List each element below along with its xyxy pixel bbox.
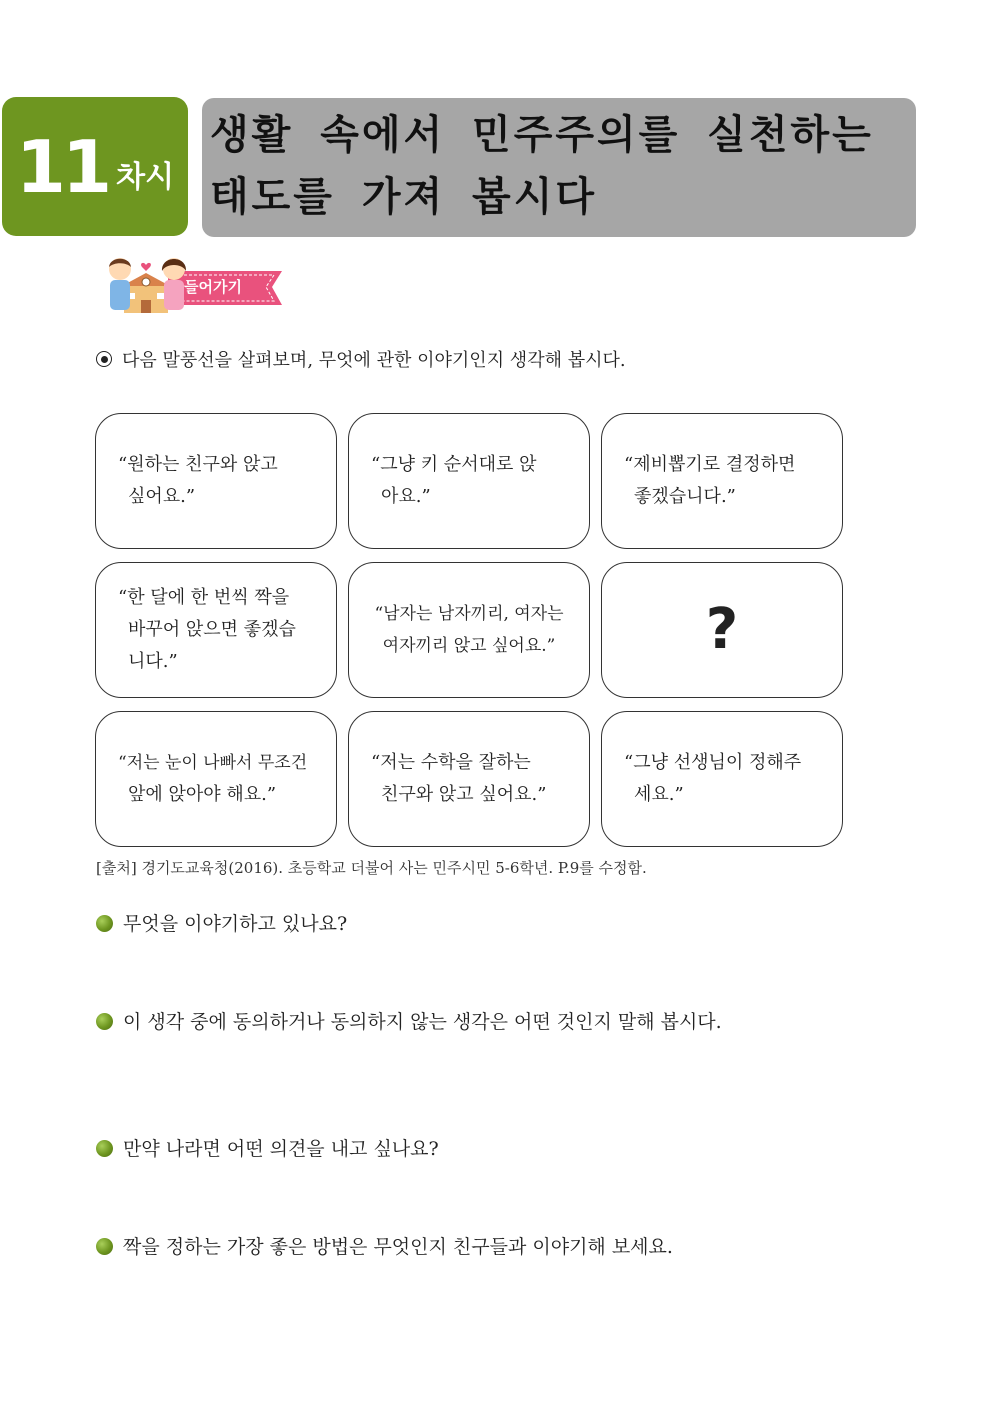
intro-label: 들어가기 xyxy=(184,278,242,296)
card-line: 아요.” xyxy=(381,486,431,507)
question-text: 무엇을 이야기하고 있나요? xyxy=(123,913,348,935)
card-line: 여자끼리 앉고 싶어요.” xyxy=(382,636,556,656)
title-line-1: 생활 속에서 민주주의를 실천하는 xyxy=(210,112,874,158)
question-item xyxy=(96,1007,722,1034)
title-line-2: 태도를 가져 봅시다 xyxy=(210,174,597,220)
question-card xyxy=(601,562,843,698)
green-bullet-icon xyxy=(96,1140,113,1157)
card-line: “저는 수학을 잘하는 xyxy=(371,752,531,773)
speech-card xyxy=(601,413,843,549)
card-line: “한 달에 한 번씩 짝을 xyxy=(118,587,290,608)
speech-card xyxy=(95,711,337,847)
speech-card xyxy=(95,562,337,698)
card-line: 친구와 앉고 싶어요.” xyxy=(381,784,547,805)
target-bullet-icon xyxy=(96,351,112,367)
card-line: “제비뽑기로 결정하면 xyxy=(624,454,796,475)
speech-card xyxy=(348,562,590,698)
card-line: “그냥 선생님이 정해주 xyxy=(624,752,802,773)
speech-card xyxy=(601,711,843,847)
instruction-text: 다음 말풍선을 살펴보며, 무엇에 관한 이야기인지 생각해 봅시다. xyxy=(122,350,626,371)
green-bullet-icon xyxy=(96,915,113,932)
lesson-unit: 차시 xyxy=(116,159,175,195)
green-bullet-icon xyxy=(96,1238,113,1255)
card-line: “그냥 키 순서대로 앉 xyxy=(371,454,537,475)
card-line: “저는 눈이 나빠서 무조건 xyxy=(118,753,308,773)
card-line: “원하는 친구와 앉고 xyxy=(118,454,278,475)
card-line: 니다.” xyxy=(128,651,178,672)
card-line: 싶어요.” xyxy=(128,486,196,507)
speech-card xyxy=(348,413,590,549)
question-item xyxy=(96,909,347,936)
question-text: 짝을 정하는 가장 좋은 방법은 무엇인지 친구들과 이야기해 보세요. xyxy=(123,1236,673,1258)
card-line: 바꾸어 앉으면 좋겠습 xyxy=(128,619,296,640)
instruction xyxy=(96,346,626,372)
source-citation: [출처] 경기도교육청(2016). 초등학교 더불어 사는 민주시민 5-6학년. P.9를 수정함. xyxy=(96,859,647,877)
question-text: 만약 나라면 어떤 의견을 내고 싶나요? xyxy=(123,1138,439,1160)
card-line: “남자는 남자끼리, 여자는 xyxy=(374,604,564,624)
question-item xyxy=(96,1232,673,1259)
question-text: 이 생각 중에 동의하거나 동의하지 않는 생각은 어떤 것인지 말해 봅시다. xyxy=(123,1011,722,1033)
card-line: 세요.” xyxy=(634,784,684,805)
question-item xyxy=(96,1134,439,1161)
card-line: 좋겠습니다.” xyxy=(634,486,736,507)
speech-card xyxy=(95,413,337,549)
speech-card xyxy=(348,711,590,847)
lesson-badge xyxy=(2,97,188,236)
lesson-number: 11 xyxy=(15,124,109,209)
green-bullet-icon xyxy=(96,1013,113,1030)
page-title xyxy=(202,98,916,237)
question-mark: ? xyxy=(705,597,739,662)
card-line: 앞에 앉아야 해요.” xyxy=(128,784,277,805)
